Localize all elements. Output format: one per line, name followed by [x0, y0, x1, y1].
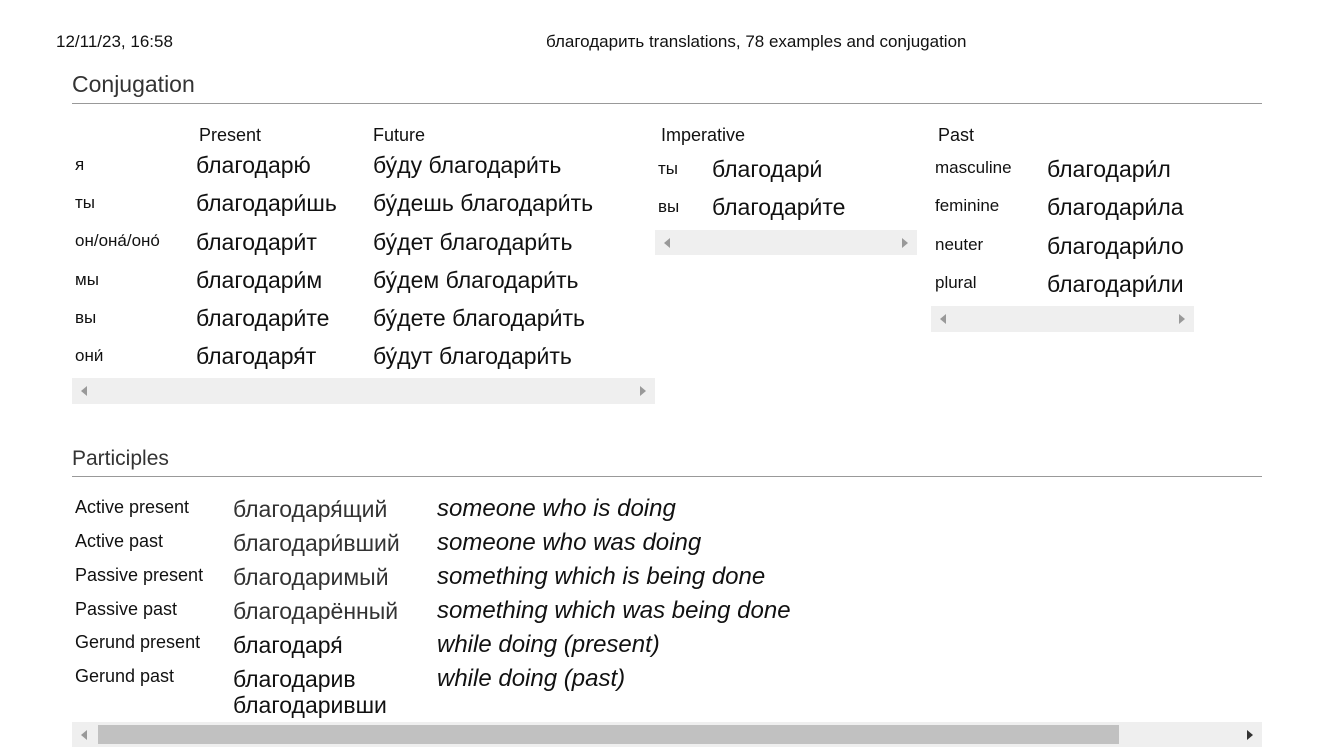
scroll-left-icon[interactable] — [81, 386, 87, 396]
future-form-cell: бу́дет благодари́ть — [373, 229, 573, 255]
scroll-right-icon[interactable] — [902, 238, 908, 248]
print-datetime: 12/11/23, 16:58 — [56, 32, 173, 51]
scroll-right-icon[interactable] — [1179, 314, 1185, 324]
imperative-form-cell: благодари́те — [712, 194, 846, 220]
participle-word: благодаря́ — [233, 632, 343, 658]
participle-label: Gerund past — [75, 666, 175, 686]
participle-label: Gerund present — [75, 632, 201, 652]
gender-cell: neuter — [935, 235, 984, 254]
past-form-cell: благодари́л — [1047, 156, 1171, 182]
participle-word: благодарённый — [233, 598, 399, 624]
future-form-cell: бу́дут благодари́ть — [373, 343, 572, 369]
scroll-left-icon[interactable] — [664, 238, 670, 248]
pronoun-cell: вы — [658, 197, 680, 216]
pronoun-cell: ты — [75, 193, 96, 212]
past-form-cell: благодари́ли — [1047, 271, 1184, 297]
imperative-scrollbar[interactable] — [655, 230, 917, 255]
present-form-cell: благодари́те — [196, 305, 330, 331]
scroll-right-icon[interactable] — [1247, 730, 1253, 740]
present-header: Present — [199, 125, 262, 145]
participle-word: благодаримый — [233, 564, 389, 590]
gender-cell: masculine — [935, 158, 1012, 177]
page-title: благодарить translations, 78 examples and conjugation — [546, 32, 967, 51]
past-form-cell: благодари́ло — [1047, 233, 1184, 259]
scrollbar-thumb[interactable] — [98, 725, 1119, 744]
participle-meaning: something which was being done — [437, 597, 791, 624]
present-future-scrollbar[interactable] — [72, 378, 655, 404]
participles-heading: Participles — [72, 447, 169, 470]
imperative-form-cell: благодари́ — [712, 156, 823, 182]
present-form-cell: благодарю́ — [196, 152, 311, 178]
participle-meaning: someone who was doing — [437, 529, 702, 556]
present-form-cell: благодаря́т — [196, 343, 317, 369]
participle-word: благодаря́щий — [233, 496, 388, 522]
participle-word: благодарив — [233, 666, 356, 692]
participle-label: Passive present — [75, 565, 204, 585]
future-form-cell: бу́дем благодари́ть — [373, 267, 579, 293]
pronoun-cell: вы — [75, 308, 97, 327]
participle-label: Passive past — [75, 599, 178, 619]
participle-word-alt: благодаривши — [233, 692, 387, 718]
imperative-header: Imperative — [661, 125, 746, 145]
future-form-cell: бу́дете благодари́ть — [373, 305, 585, 331]
participle-meaning: something which is being done — [437, 563, 766, 590]
conjugation-heading: Conjugation — [72, 71, 195, 97]
pronoun-cell: ты — [658, 159, 679, 178]
participle-meaning: someone who is doing — [437, 495, 676, 522]
past-header: Past — [938, 125, 975, 145]
present-form-cell: благодари́м — [196, 267, 323, 293]
pronoun-cell: он/она́/оно́ — [75, 231, 160, 250]
future-form-cell: бу́дешь благодари́ть — [373, 190, 594, 216]
scroll-left-icon[interactable] — [940, 314, 946, 324]
participle-word: благодари́вший — [233, 530, 400, 556]
present-form-cell: благодари́т — [196, 229, 317, 255]
scroll-left-icon[interactable] — [81, 730, 87, 740]
pronoun-cell: я — [75, 155, 85, 174]
past-scrollbar[interactable] — [931, 306, 1194, 332]
pronoun-cell: мы — [75, 270, 99, 289]
gender-cell: plural — [935, 273, 977, 292]
participle-label: Active past — [75, 531, 164, 551]
future-header: Future — [373, 125, 426, 145]
present-form-cell: благодари́шь — [196, 190, 337, 216]
gender-cell: feminine — [935, 196, 1000, 215]
participle-label: Active present — [75, 497, 190, 517]
participles-scrollbar[interactable] — [72, 722, 1262, 747]
conjugation-divider — [72, 103, 1262, 104]
future-form-cell: бу́ду благодари́ть — [373, 152, 562, 178]
participles-divider — [72, 476, 1262, 477]
pronoun-cell: они́ — [75, 346, 104, 365]
participle-meaning: while doing (past) — [437, 665, 626, 692]
past-form-cell: благодари́ла — [1047, 194, 1184, 220]
scroll-right-icon[interactable] — [640, 386, 646, 396]
participle-meaning: while doing (present) — [437, 631, 660, 658]
